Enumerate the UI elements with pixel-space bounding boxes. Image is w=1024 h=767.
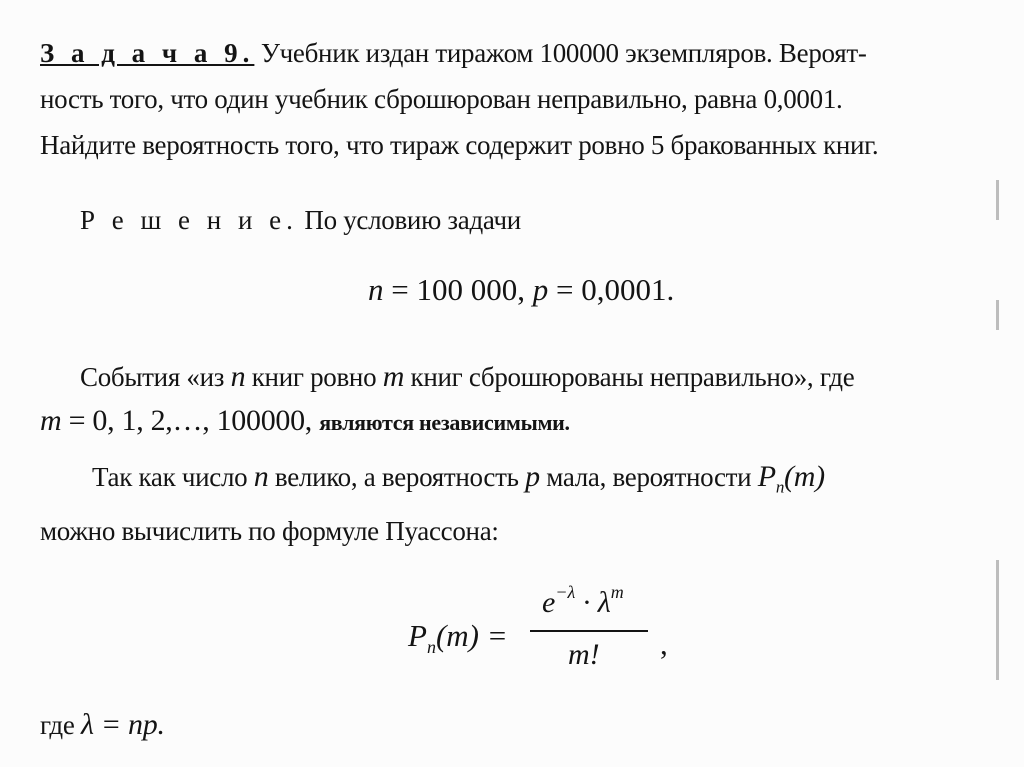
- given-p: p: [532, 272, 549, 307]
- since-text-b: велико, а вероятность: [268, 462, 526, 492]
- formula-exp-2: m: [610, 582, 624, 602]
- events-text-c: книг сброшюрованы неправильно», где: [404, 362, 855, 392]
- since-text-a: Так как число: [92, 462, 254, 492]
- poisson-line: [40, 516, 499, 547]
- given-values: [368, 272, 674, 308]
- problem-text-2: ность того, что один учебник сброшюрован неправильно, равна 0,0001.: [40, 84, 843, 114]
- events-text-a: События «из: [80, 362, 231, 392]
- solution-header: [80, 205, 521, 236]
- since-n: n: [253, 460, 269, 493]
- since-text-c: мала, вероятности: [539, 462, 758, 492]
- since-sub: n: [775, 477, 785, 497]
- solution-label: Р е ш е н и е.: [80, 205, 298, 235]
- formula-sub: n: [426, 637, 436, 658]
- events-range: = 0, 1, 2,…, 100000,: [61, 404, 320, 437]
- problem-text-3: Найдите вероятность того, что тираж содержит ровно 5 бракованных книг.: [40, 130, 879, 160]
- where-label: где: [40, 710, 82, 740]
- given-eq-2: = 0,0001.: [548, 272, 675, 307]
- problem-line-3: [40, 130, 878, 161]
- problem-line-1: [40, 38, 867, 69]
- problem-text-1: Учебник издан тиражом 100000 экземпляров. Вероят-: [254, 38, 867, 68]
- events-m-2: m: [40, 404, 62, 437]
- since-P: P: [757, 460, 776, 493]
- since-line: [92, 460, 825, 497]
- events-n: n: [230, 360, 246, 393]
- solution-intro: По условию задачи: [297, 205, 521, 235]
- formula-fraction: [528, 582, 658, 692]
- scan-edge-mark: [996, 300, 999, 330]
- events-line-2: [40, 404, 570, 438]
- since-arg: (m): [784, 460, 825, 493]
- where-expr: λ = np.: [81, 708, 165, 741]
- events-independent: являются независимыми.: [319, 410, 570, 435]
- formula-denominator: m!: [568, 638, 600, 671]
- scan-edge-mark: [996, 560, 999, 680]
- given-n: n: [368, 272, 384, 307]
- formula-lhs: [408, 618, 508, 658]
- formula-comma: ,: [660, 626, 668, 661]
- formula-exp-1: −λ: [555, 582, 576, 602]
- poisson-text: можно вычислить по формуле Пуассона:: [40, 516, 499, 546]
- formula-numerator: [542, 582, 624, 620]
- since-p: p: [525, 460, 540, 493]
- formula-P: P: [408, 618, 427, 653]
- events-line-1: [80, 360, 854, 394]
- formula-e: e: [542, 586, 556, 619]
- events-m: m: [382, 360, 405, 393]
- fraction-bar: [530, 630, 648, 632]
- scan-edge-mark: [996, 180, 999, 220]
- problem-line-2: [40, 84, 842, 115]
- where-line: [40, 708, 165, 742]
- problem-label: З а д а ч а 9.: [40, 38, 255, 68]
- events-text-b: книг ровно: [245, 362, 383, 392]
- formula-lambda: · λ: [575, 586, 611, 619]
- formula-arg: (m) =: [435, 618, 508, 653]
- given-eq-1: = 100 000,: [383, 272, 533, 307]
